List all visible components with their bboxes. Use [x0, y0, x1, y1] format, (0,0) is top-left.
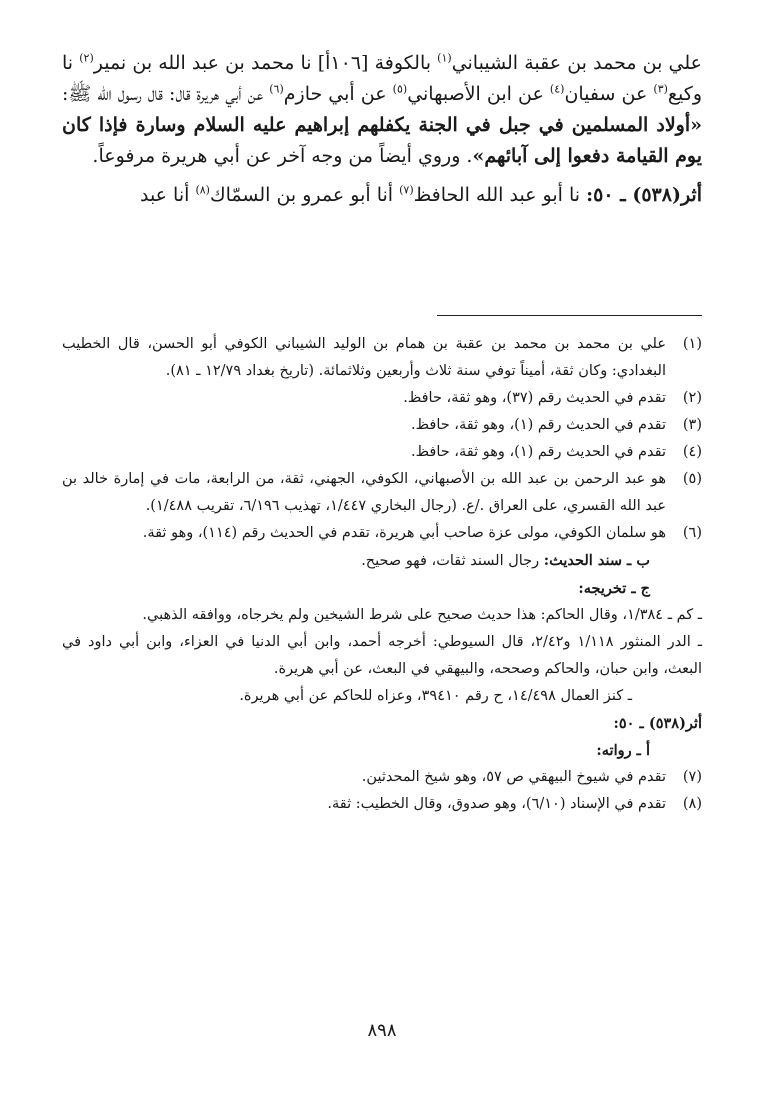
athar-label: أثر(٥٣٨) ـ ٥٠: [613, 715, 702, 732]
text-run: عن أبي هريرة قال: قال رسول الله ﷺ: [62, 83, 270, 105]
takhrij-item: ـ كنز العمال ١٤/٤٩٨، ح رقم ٣٩٤١٠، وعزاه للحاكم عن أبي هريرة. [239, 688, 632, 704]
footnote-separator [437, 315, 702, 316]
ruwat-heading: أ ـ رواته: [596, 742, 650, 759]
sanad-label: ب ـ سند الحديث: [543, 552, 650, 569]
footnote-number: (٤) [682, 444, 702, 460]
footnote-number: (١) [682, 336, 702, 352]
athar-heading: أثر(٥٣٨) ـ ٥٠: [586, 184, 702, 206]
footnote-ref: (٦) [269, 82, 284, 96]
footnote-7 [62, 764, 702, 791]
footnote-ref: (٣) [653, 82, 668, 96]
footnote-5 [62, 466, 702, 520]
text-run: نا أبو عبد الله الحافظ [413, 184, 587, 206]
footnotes [62, 331, 702, 818]
page-number: ٨٩٨ [367, 1020, 397, 1041]
text-run: بالكوفة [١٠٦أ] نا محمد بن عبد الله بن نمير [93, 52, 438, 74]
text-run: عن ابن الأصبهاني [407, 83, 550, 105]
footnote-6 [62, 520, 702, 547]
text-run: عن سفيان [564, 83, 654, 105]
footnote-text: تقدم في الإسناد (٦/١٠)، وهو صدوق، وقال الخطيب: ثقة. [327, 796, 666, 812]
footnote-ref: (٧) [399, 183, 414, 197]
footnote-number: (٢) [682, 390, 702, 406]
text-run: عن أبي حازم [283, 83, 393, 105]
text-run: أنا عبد [139, 184, 196, 206]
footnote-ref: (٨) [195, 183, 210, 197]
main-paragraph-1 [62, 48, 702, 172]
footnote-number: (٥) [682, 471, 702, 487]
footnote-1 [62, 331, 702, 385]
sanad-text: رجال السند ثقات، فهو صحيح. [361, 553, 544, 569]
sanad-line [62, 547, 702, 575]
footnote-number: (٧) [682, 769, 702, 785]
takhrij-item: ـ كم ـ ١/٣٨٤، وقال الحاكم: هذا حديث صحيح على شرط الشيخين ولم يخرجاه، ووافقه الذهبي. [142, 607, 702, 623]
book-page [62, 48, 702, 1041]
footnote-ref: (١) [437, 51, 452, 65]
footnote-ref: (٢) [79, 51, 94, 65]
footnote-text: تقدم في الحديث رقم (٣٧)، وهو ثقة، حافظ. [403, 390, 666, 406]
takhrij-heading: ج ـ تخريجه: [578, 580, 650, 597]
footnote-number: (٣) [682, 417, 702, 433]
footnote-ref: (٤) [549, 82, 565, 96]
footnote-text: علي بن محمد بن محمد بن عقبة بن همام بن الوليد الشيباني الكوفي أبو الحسن، قال الخطيب البغدادي: وكان ثقة، أميناً توفي سنة ثلاث وأربعين وثلاثمائة. (تاريخ بغداد ١٢/٧٩ ـ ٨١). [62, 336, 666, 379]
footnote-text: تقدم في الحديث رقم (١)، وهو ثقة، حافظ. [411, 417, 666, 433]
hadith-text: «أولاد المسلمين في جبل في الجنة يكفلهم إبراهيم عليه السلام وسارة فإذا كان يوم القيامة دفعوا إلى آبائهم» [62, 114, 702, 167]
footnote-ref: (٥) [392, 82, 408, 96]
footnote-8 [62, 791, 702, 818]
footnote-text: هو عبد الرحمن بن عبد الله بن الأصبهاني، الكوفي، الجهني، ثقة، من الرابعة، مات في إمارة خالد بن عبد الله القسري، على العراق ./ع. (رجال البخاري ١/٤٤٧، تهذيب ٦/١٩٦، تقريب ١/٤٨٨). [62, 471, 666, 514]
footnote-text: تقدم في الحديث رقم (١)، وهو ثقة، حافظ. [411, 444, 666, 460]
text-run: علي بن محمد بن عقبة الشيباني [451, 52, 702, 74]
footnote-text: هو سلمان الكوفي، مولى عزة صاحب أبي هريرة، تقدم في الحديث رقم (١١٤)، وهو ثقة. [142, 525, 666, 541]
footnote-number: (٦) [682, 525, 702, 541]
text-run: أنا أبو عمرو بن السمّاك [209, 184, 400, 206]
main-text [62, 48, 702, 211]
footnote-2 [62, 385, 702, 412]
text-run: نا وكيع [62, 52, 702, 105]
footnote-text: تقدم في شيوخ البيهقي ص ٥٧، وهو شيخ المحدثين. [361, 769, 666, 785]
footnote-number: (٨) [682, 796, 702, 812]
footnote-3 [62, 412, 702, 439]
takhrij-item: ـ الدر المنثور ١/١١٨ و٢/٤٢، قال السيوطي: أخرجه أحمد، وابن أبي الدنيا في العزاء، وابن أبي داود في البعث، وابن حبان، والحاكم وصححه، والبيهقي في البعث، عن أبي هريرة. [62, 634, 702, 677]
main-paragraph-2 [62, 180, 702, 211]
footnote-4 [62, 439, 702, 466]
text-run: . وروي أيضاً من وجه آخر عن أبي هريرة مرفوعاً. [92, 145, 473, 167]
